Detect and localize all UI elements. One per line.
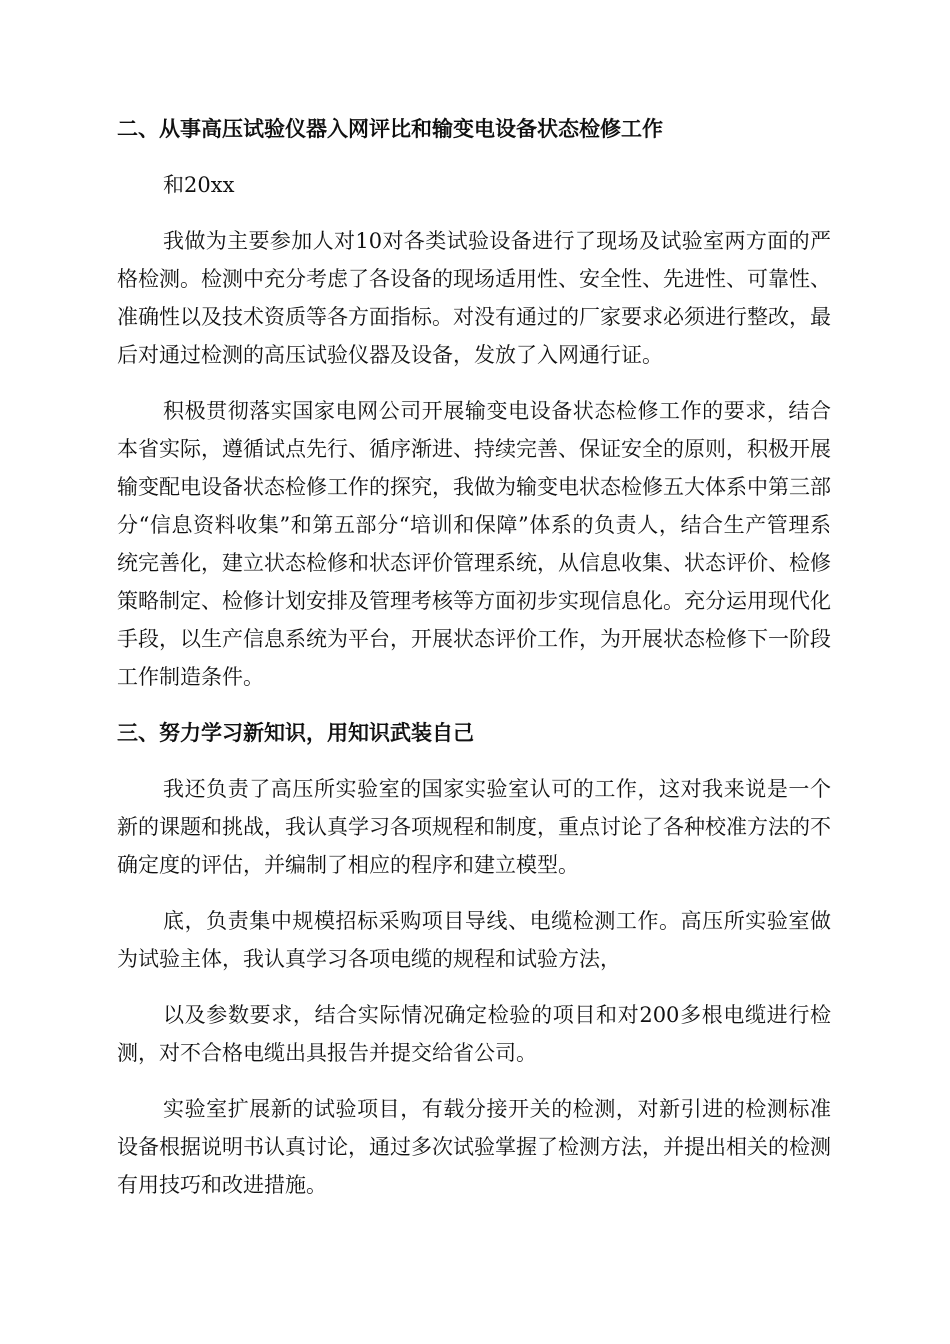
paragraph-lab-accreditation: 我还负责了高压所实验室的国家实验室认可的工作，这对我来说是一个新的课题和挑战，我认真学习各项规程和制度，重点讨论了各种校准方法的不确定度的评估，并编制了相应的程序和建立模型。 — [117, 777, 831, 877]
paragraph-intro: 和20xx — [163, 173, 235, 197]
section-heading-3: 三、努力学习新知识，用知识武装自己 — [117, 721, 474, 745]
document-body — [117, 110, 831, 1222]
paragraph-condition-maintenance: 积极贯彻落实国家电网公司开展输变电设备状态检修工作的要求，结合本省实际，遵循试点先行、循序渐进、持续完善、保证安全的原则，积极开展输变配电设备状态检修工作的探究，我做为输变电状态检修五大体系中第三部分“信息资料收集”和第五部分“培训和保障”体系的负责人，结合生产管理系统完善化，建立状态检修和状态评价管理系统，从信息收集、状态评价、检修策略制定、检修计划安排及管理考核等方面初步实现信息化。充分运用现代化手段，以生产信息系统为平台，开展状态评价工作，为开展状态检修下一阶段工作制造条件。 — [117, 399, 831, 689]
paragraph-cable-testing: 以及参数要求，结合实际情况确定检验的项目和对200多根电缆进行检测，对不合格电缆出具报告并提交给省公司。 — [117, 1003, 831, 1065]
paragraph-testing: 我做为主要参加人对10对各类试验设备进行了现场及试验室两方面的严格检测。检测中充分考虑了各设备的现场适用性、安全性、先进性、可靠性、准确性以及技术资质等各方面指标。对没有通过的厂家要求必须进行整改，最后对通过检测的高压试验仪器及设备，发放了入网通行证。 — [117, 229, 831, 367]
paragraph-new-test-items: 实验室扩展新的试验项目，有载分接开关的检测，对新引进的检测标准设备根据说明书认真讨论，通过多次试验掌握了检测方法，并提出相关的检测有用技巧和改进措施。 — [117, 1097, 831, 1197]
paragraph-cable-procurement: 底，负责集中规模招标采购项目导线、电缆检测工作。高压所实验室做为试验主体，我认真学习各项电缆的规程和试验方法， — [117, 909, 831, 971]
section-heading-2: 二、从事高压试验仪器入网评比和输变电设备状态检修工作 — [117, 117, 663, 141]
